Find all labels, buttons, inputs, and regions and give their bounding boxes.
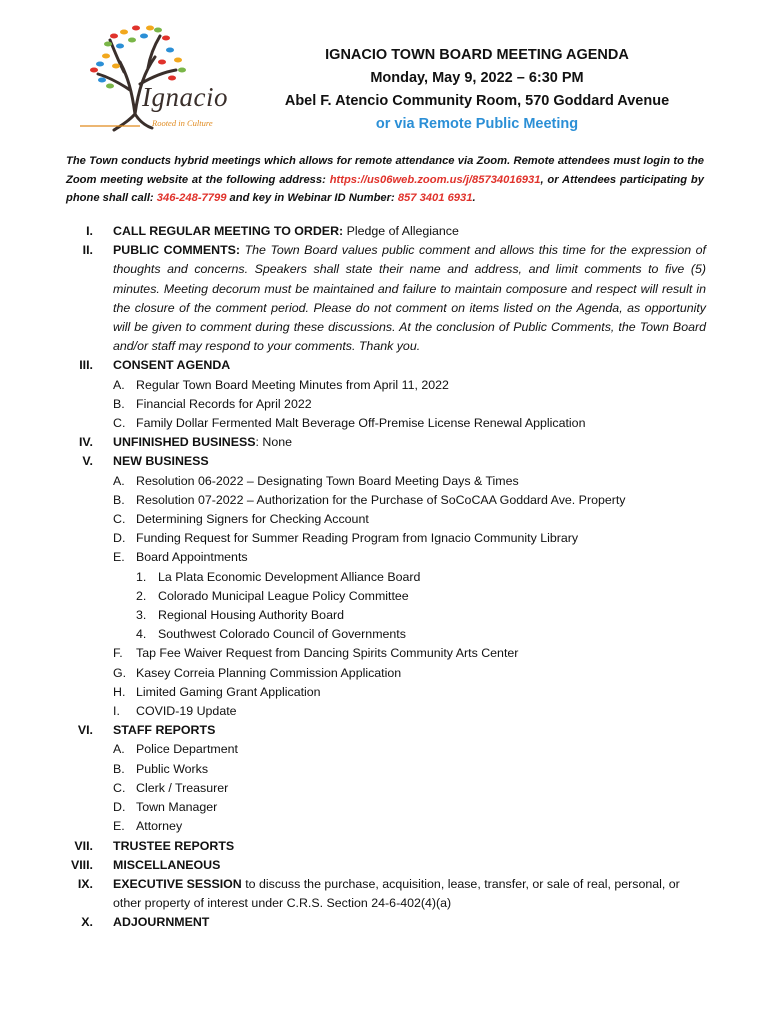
agenda-title: IGNACIO TOWN BOARD MEETING AGENDA [325, 47, 629, 63]
list-item: H. Limited Gaming Grant Application [113, 684, 321, 699]
phone-number: 346-248-7799 [156, 192, 227, 204]
list-item: D. Funding Request for Summer Reading Program from Ignacio Community Library [113, 531, 579, 546]
agenda-item-vii: VII. TRUSTEE REPORTS [74, 838, 235, 853]
meeting-date: Monday, May 9, 2022 – 6:30 PM [370, 70, 584, 86]
zoom-link[interactable]: https://us06web.zoom.us/j/85734016931 [329, 173, 541, 186]
remote-meeting-note: or via Remote Public Meeting [375, 116, 579, 132]
agenda-item-vi: VI. STAFF REPORTS [77, 723, 216, 738]
list-item: B. Financial Records for April 2022 [113, 396, 312, 411]
list-item: A. Regular Town Board Meeting Minutes from April 11, 2022 [113, 377, 449, 392]
agenda-item-x: X. ADJOURNMENT [81, 915, 210, 930]
list-item: 3. Regional Housing Authority Board [136, 608, 344, 623]
list-item: A. Police Department [113, 742, 238, 757]
agenda-item-ix: IX. EXECUTIVE SESSION to discuss the purchase, acquisition, lease, transfer, or sale of real, personal, or other property of interest under C.R.S. Section 24-6-402(4)(a) [77, 876, 680, 911]
agenda-item-viii: VIII. MISCELLANEOUS [70, 857, 221, 872]
logo-wordmark: Ignacio [142, 82, 228, 112]
list-item: 1. La Plata Economic Development Alliance Board [136, 569, 421, 584]
list-item: E. Attorney [113, 819, 183, 834]
list-item: G. Kasey Correia Planning Commission Application [113, 665, 402, 680]
list-item: D. Town Manager [113, 800, 218, 815]
list-item: B. Resolution 07-2022 – Authorization for the Purchase of SoCoCAA Goddard Ave. Property [113, 492, 626, 507]
agenda-item-ii: II. PUBLIC COMMENTS: The Town Board values public comment and allows this time for the expression of thoughts and concerns. Speakers shall state their name and address, and limit comments to five (5) minutes. Meeting decorum must be maintained and failure to maintain composure and respect will result in the closure of the comment period. Please do not comment on items listed on the Agenda, as opportunity will be given to comment during these discussions. At the conclusion of Public Comments, the Town Board and/or staff may respond to your comments. Thank you. [82, 243, 706, 354]
list-item: 4. Southwest Colorado Council of Governments [136, 627, 406, 642]
list-item: F. Tap Fee Waiver Request from Dancing Spirits Community Arts Center [113, 646, 519, 661]
list-item: C. Family Dollar Fermented Malt Beverage Off-Premise License Renewal Application [113, 416, 586, 431]
agenda-header [262, 44, 692, 136]
agenda-item-iv: IV. UNFINISHED BUSINESS: None [78, 435, 293, 450]
agenda-item-iii: III. CONSENT AGENDA [79, 358, 231, 373]
list-item: I. COVID-19 Update [113, 704, 237, 719]
intro-paragraph: The Town conducts hybrid meetings which allows for remote attendance via Zoom. Remote attendees must login to the Zoom meeting website at the following address: https://us06web.zoom.us/j/85734016931, or Attendees participating by phone shall call: 346-248-7799 and key in Webinar ID Number: 857 3401 6931. [66, 155, 704, 204]
list-item: C. Determining Signers for Checking Account [113, 512, 369, 527]
agenda-list [66, 222, 706, 933]
list-item: C. Clerk / Treasurer [113, 780, 229, 795]
list-item: 2. Colorado Municipal League Policy Committee [136, 588, 409, 603]
agenda-item-v: V. NEW BUSINESS [82, 454, 209, 469]
meeting-location: Abel F. Atencio Community Room, 570 Goddard Avenue [284, 93, 670, 109]
list-item: B. Public Works [113, 761, 209, 776]
webinar-id: 857 3401 6931 [397, 192, 473, 204]
list-item: A. Resolution 06-2022 – Designating Town Board Meeting Days & Times [113, 473, 519, 488]
logo-tagline: Rooted in Culture [152, 118, 213, 128]
agenda-item-i: I. CALL REGULAR MEETING TO ORDER: Pledge of Allegiance [86, 224, 459, 238]
list-item: E. Board Appointments [113, 550, 248, 565]
